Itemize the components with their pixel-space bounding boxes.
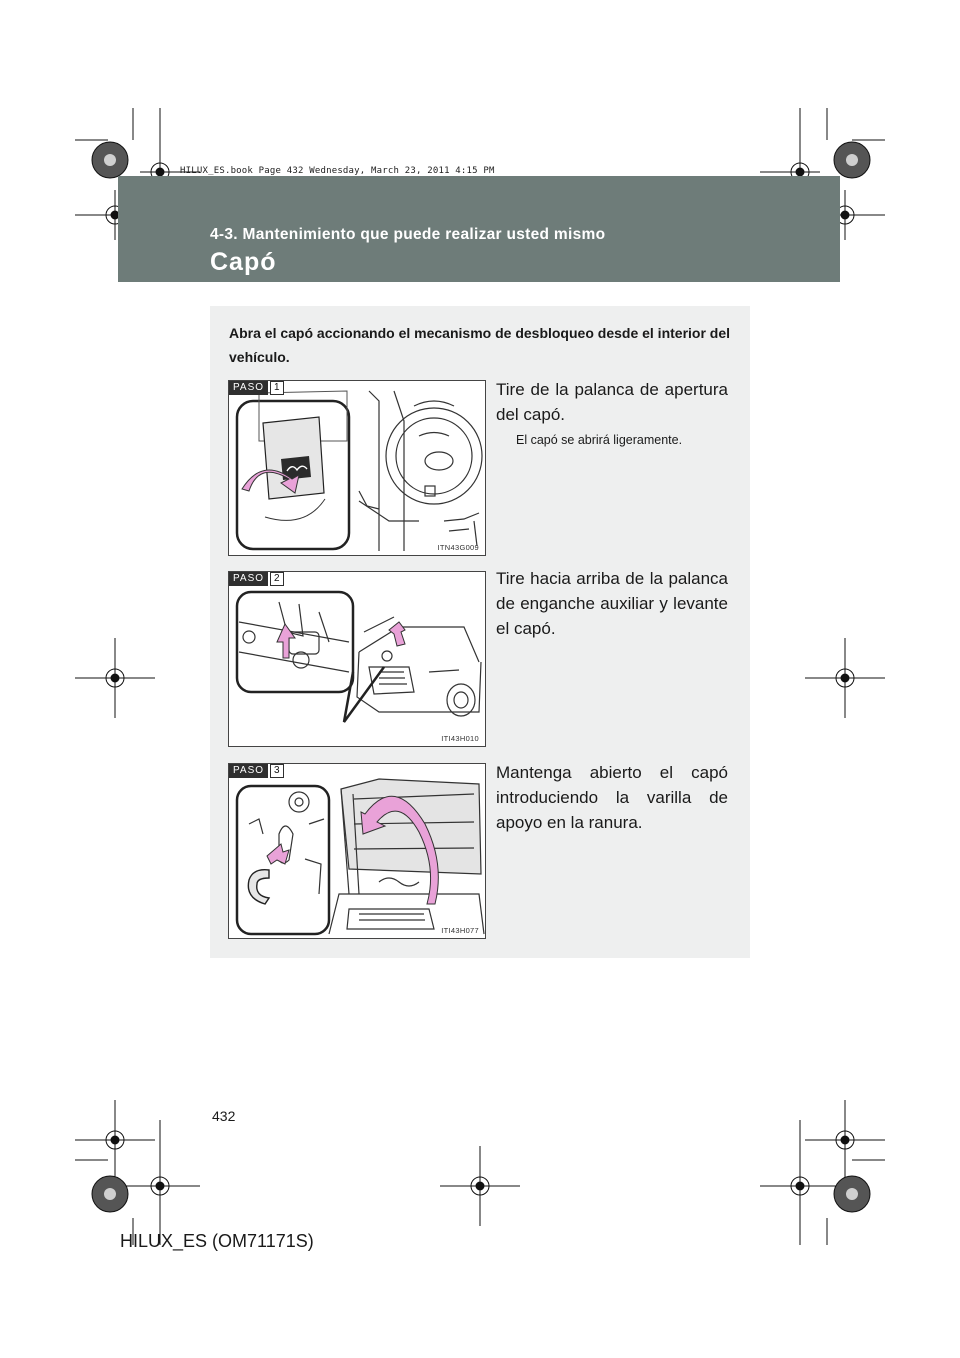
intro-text: Abra el capó accionando el mecanismo de desbloqueo desde el interior del vehículo. (229, 325, 731, 365)
step-badge-word: PASO (229, 764, 268, 778)
step-1-figure (228, 380, 486, 556)
step-2-text: Tire hacia arriba de la palanca de enganche auxiliar y levante el capó. (496, 569, 728, 638)
step-1-text: Tire de la palanca de apertura del capó. (496, 380, 728, 424)
hood-release-illustration (229, 381, 485, 555)
book-stamp: HILUX_ES.book Page 432 Wednesday, March 23, 2011 4:15 PM (180, 166, 495, 176)
step-badge-word: PASO (229, 381, 268, 395)
step-3-figure (228, 763, 486, 939)
step-1-badge (229, 381, 284, 395)
figure-code: ITI43H010 (441, 734, 479, 743)
step-2-figure (228, 571, 486, 747)
step-3-text: Mantenga abierto el capó introduciendo la varilla de apoyo en la ranura. (496, 763, 728, 832)
manual-code: HILUX_ES (OM71171S) (120, 1231, 314, 1251)
page-title: Capó (210, 248, 277, 276)
auxiliary-latch-illustration (229, 572, 485, 746)
step-badge-number: 3 (270, 764, 284, 778)
support-rod-illustration (229, 764, 485, 938)
step-badge-word: PASO (229, 572, 268, 586)
step-1-note: El capó se abrirá ligeramente. (516, 433, 683, 447)
step-3-badge (229, 764, 284, 778)
section-label: 4-3. Mantenimiento que puede realizar usted mismo (210, 226, 606, 243)
figure-code: ITN43G009 (437, 543, 479, 552)
step-2-badge (229, 572, 284, 586)
page-number: 432 (212, 1108, 236, 1124)
step-badge-number: 1 (270, 381, 284, 395)
figure-code: ITI43H077 (441, 926, 479, 935)
step-badge-number: 2 (270, 572, 284, 586)
